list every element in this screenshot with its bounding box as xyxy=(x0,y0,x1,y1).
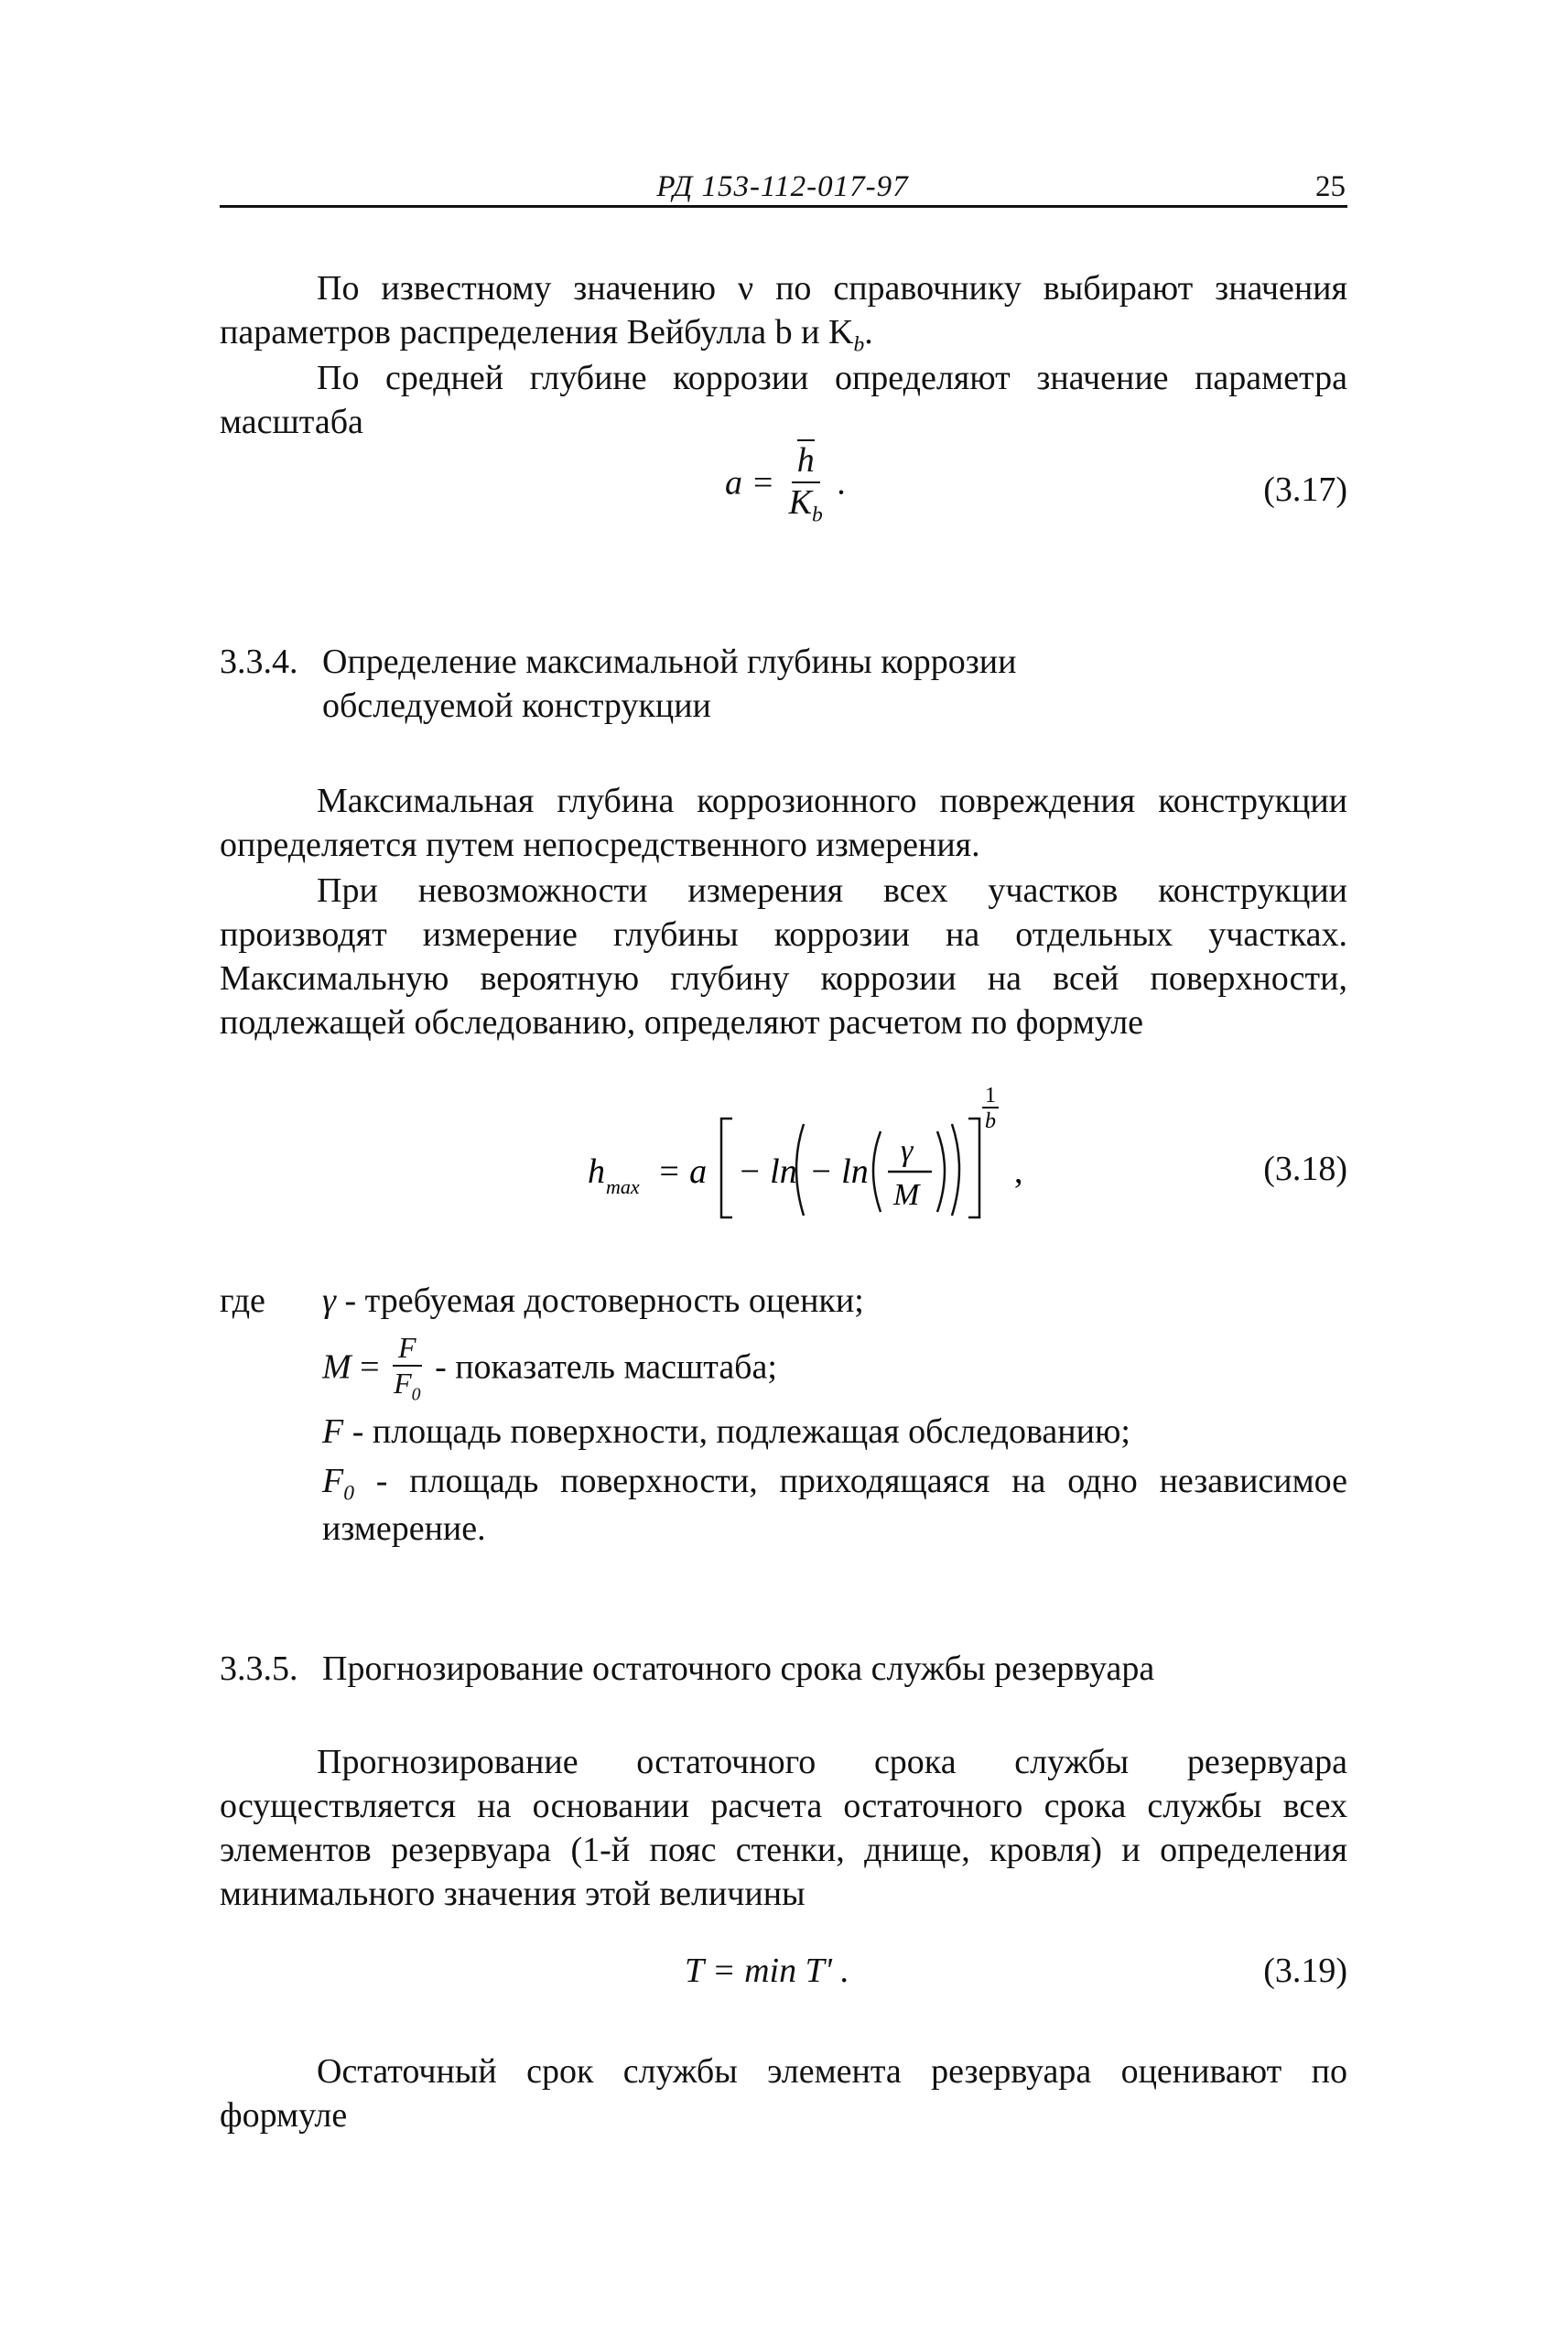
definitions-list xyxy=(322,1280,1347,1557)
definition-text: - показатель масштаба; xyxy=(426,1347,777,1387)
exponent-denominator: b xyxy=(985,1109,996,1133)
period: . xyxy=(864,312,873,351)
page-number: 25 xyxy=(1315,170,1346,203)
section-title-line1: Определение максимальной глубины коррозии xyxy=(322,643,1017,681)
paragraph-forecast xyxy=(220,1741,1347,1917)
header-rule xyxy=(220,205,1347,208)
paragraph-text: По средней глубине коррозии определяют значение параметра масштаба xyxy=(220,359,1347,441)
h-bar: h xyxy=(796,441,815,480)
section-title-line2: обследуемой конструкции xyxy=(322,686,711,725)
document-code: РД 153-112-017-97 xyxy=(656,170,909,203)
h-symbol: h xyxy=(588,1152,605,1191)
minus-ln-outer: − ln xyxy=(738,1152,797,1191)
formula: T = min T' . xyxy=(685,1952,849,1990)
section-number: 3.3.5. xyxy=(220,1649,298,1688)
equals: = xyxy=(351,1347,389,1387)
F0-subscript: 0 xyxy=(343,1481,354,1506)
paragraph-text: Остаточный срок службы элемента резервуара оценивают по формуле xyxy=(220,2052,1347,2135)
M-symbol: M xyxy=(322,1347,351,1387)
fraction xyxy=(784,439,828,527)
left-paren-outer xyxy=(796,1124,804,1216)
denominator-sub: 0 xyxy=(411,1384,421,1405)
minus-ln-inner: − ln xyxy=(809,1152,869,1191)
left-bracket xyxy=(721,1119,732,1217)
definition-text: - площадь поверхности, приходящаяся на одно независимое измерение. xyxy=(322,1461,1347,1549)
paragraph-measurement xyxy=(220,780,1347,868)
equation-number: (3.18) xyxy=(1263,1150,1347,1188)
formula xyxy=(725,439,846,527)
page-header xyxy=(220,168,1346,205)
equals-a: = a xyxy=(657,1152,708,1191)
paragraph-text: Максимальная глубина коррозионного повреждения конструкции определяется путем непосредственного измерения. xyxy=(220,782,1347,864)
M-symbol: M xyxy=(893,1178,920,1212)
equation-number: (3.17) xyxy=(1263,470,1347,509)
paragraph-element-estimate xyxy=(220,2050,1347,2138)
section-heading-3-3-4 xyxy=(220,641,1347,729)
paragraph-scale xyxy=(220,357,1347,445)
formula-svg xyxy=(586,1080,1098,1236)
subscript: b xyxy=(853,332,865,357)
h-subscript: max xyxy=(606,1175,640,1198)
definition-text: - требуемая достоверность оценки; xyxy=(335,1281,864,1320)
equation-3-18 xyxy=(220,1080,1347,1236)
paragraph-calculation xyxy=(220,870,1347,1045)
definition-F xyxy=(322,1411,1347,1454)
gamma-symbol: γ xyxy=(901,1134,914,1168)
paragraph-text: По известному значению ν по справочнику выбирают значения параметров распределения Вейбулла b и K xyxy=(220,269,1347,351)
equation-number: (3.19) xyxy=(1263,1952,1347,1990)
definition-text: - площадь поверхности, подлежащая обследованию; xyxy=(343,1411,1130,1451)
paragraph-weibull xyxy=(220,267,1347,359)
section-heading-3-3-5 xyxy=(220,1648,1347,1692)
right-bracket xyxy=(968,1119,979,1217)
exponent-numerator: 1 xyxy=(985,1084,996,1108)
numerator: F xyxy=(393,1331,422,1367)
denominator: F xyxy=(394,1366,412,1400)
section-title: Прогнозирование остаточного срока службы резервуара xyxy=(322,1649,1155,1688)
paragraph-text: При невозможности измерения всех участков конструкции производят измерение глубины коррозии на отдельных участках. Максимальную вероятную глубину коррозии на всей поверхности, подлежащей обследованию, определяют расчетом по формуле xyxy=(220,871,1347,1042)
F-symbol: F xyxy=(322,1411,344,1451)
fraction xyxy=(388,1331,426,1405)
denominator: K xyxy=(788,482,813,522)
where-label: где xyxy=(220,1281,265,1320)
right-paren-outer xyxy=(952,1124,959,1216)
formula-tail: , xyxy=(1014,1152,1023,1191)
formula-lhs: a = xyxy=(725,463,775,503)
section-number: 3.3.4. xyxy=(220,643,298,681)
paragraph-text: Прогнозирование остаточного срока службы резервуара осуществляется на основании расчета остаточного срока службы всех элементов резервуара (1-й пояс стенки, днище, кровля) и определения минимального значения этой величины xyxy=(220,1743,1347,1913)
equation-3-19 xyxy=(220,1946,1347,2001)
where-definitions xyxy=(220,1280,1347,1573)
definition-gamma xyxy=(322,1280,1347,1324)
formula-tail: . xyxy=(837,463,846,503)
definition-F0 xyxy=(322,1460,1347,1552)
gamma-symbol: γ xyxy=(322,1281,336,1320)
F0-symbol: F xyxy=(322,1461,344,1500)
denominator-sub: b xyxy=(812,503,823,527)
left-paren-inner xyxy=(873,1131,881,1212)
definition-M xyxy=(322,1331,1347,1405)
equation-3-17 xyxy=(220,439,1347,549)
right-paren-inner xyxy=(937,1131,945,1212)
